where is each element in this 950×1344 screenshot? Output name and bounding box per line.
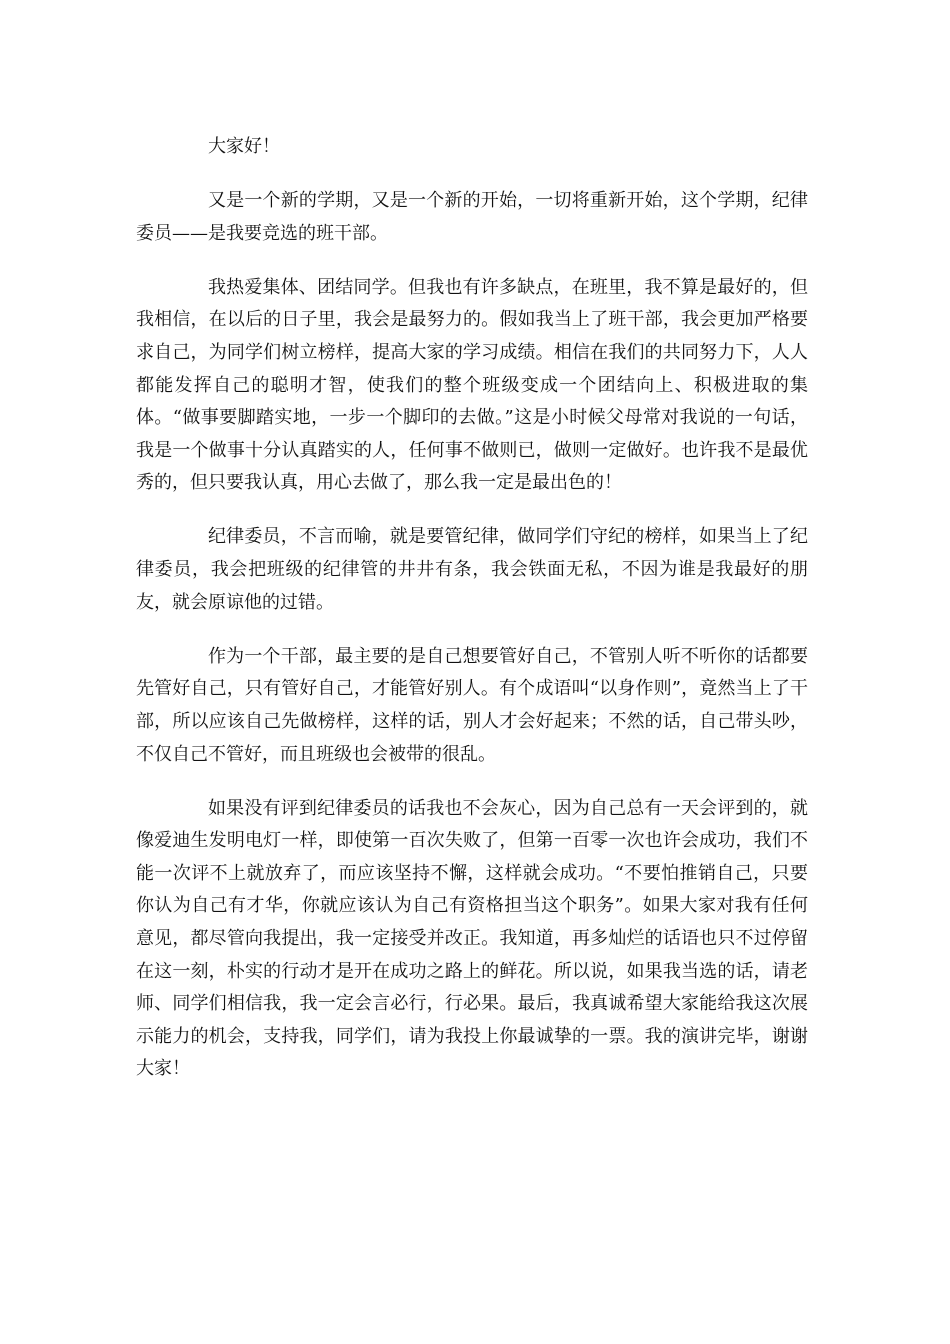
document-page [136,131,808,1086]
role-paragraph: 纪律委员，不言而喻，就是要管纪律，做同学们守纪的榜样，如果当上了纪律委员，我会把班级的纪律管的井井有条，我会铁面无私，不因为谁是我最好的朋友，就会原谅他的过错。 [136,526,808,613]
self-description-paragraph: 我热爱集体、团结同学。但我也有许多缺点，在班里，我不算是最好的，但我相信，在以后的日子里，我会是最努力的。假如我当上了班干部，我会更加严格要求自己，为同学们树立榜样，提高大家的学习成绩。相信在我们的共同努力下，人人都能发挥自己的聪明才智，使我们的整个班级变成一个团结向上、积极进取的集体。“做事要脚踏实地，一步一个脚印的去做。”这是小时候父母常对我说的一句话，我是一个做事十分认真踏实的人，任何事不做则已，做则一定做好。也许我不是最优秀的，但只要我认真，用心去做了，那么我一定是最出色的！ [136,276,808,494]
greeting-paragraph: 大家好！ [208,136,280,157]
intro-paragraph: 又是一个新的学期，又是一个新的开始，一切将重新开始，这个学期，纪律委员——是我要竞选的班干部。 [136,190,808,244]
leadership-paragraph: 作为一个干部，最主要的是自己想要管好自己，不管别人听不听你的话都要先管好自己，只有管好自己，才能管好别人。有个成语叫“以身作则”，竟然当上了干部，所以应该自己先做榜样，这样的话，别人才会好起来；不然的话，自己带头吵，不仅自己不管好，而且班级也会被带的很乱。 [136,645,808,765]
closing-paragraph: 如果没有评到纪律委员的话我也不会灰心，因为自己总有一天会评到的，就像爱迪生发明电灯一样，即使第一百次失败了，但第一百零一次也许会成功，我们不能一次评不上就放弃了，而应该坚持不懈，这样就会成功。“不要怕推销自己，只要你认为自己有才华，你就应该认为自己有资格担当这个职务”。如果大家对我有任何意见，都尽管向我提出，我一定接受并改正。我知道，再多灿烂的话语也只不过停留在这一刻，朴实的行动才是开在成功之路上的鲜花。所以说，如果我当选的话，请老师、同学们相信我，我一定会言必行，行必果。最后，我真诚希望大家能给我这次展示能力的机会，支持我，同学们，请为我投上你最诚挚的一票。我的演讲完毕，谢谢大家！ [136,797,808,1080]
